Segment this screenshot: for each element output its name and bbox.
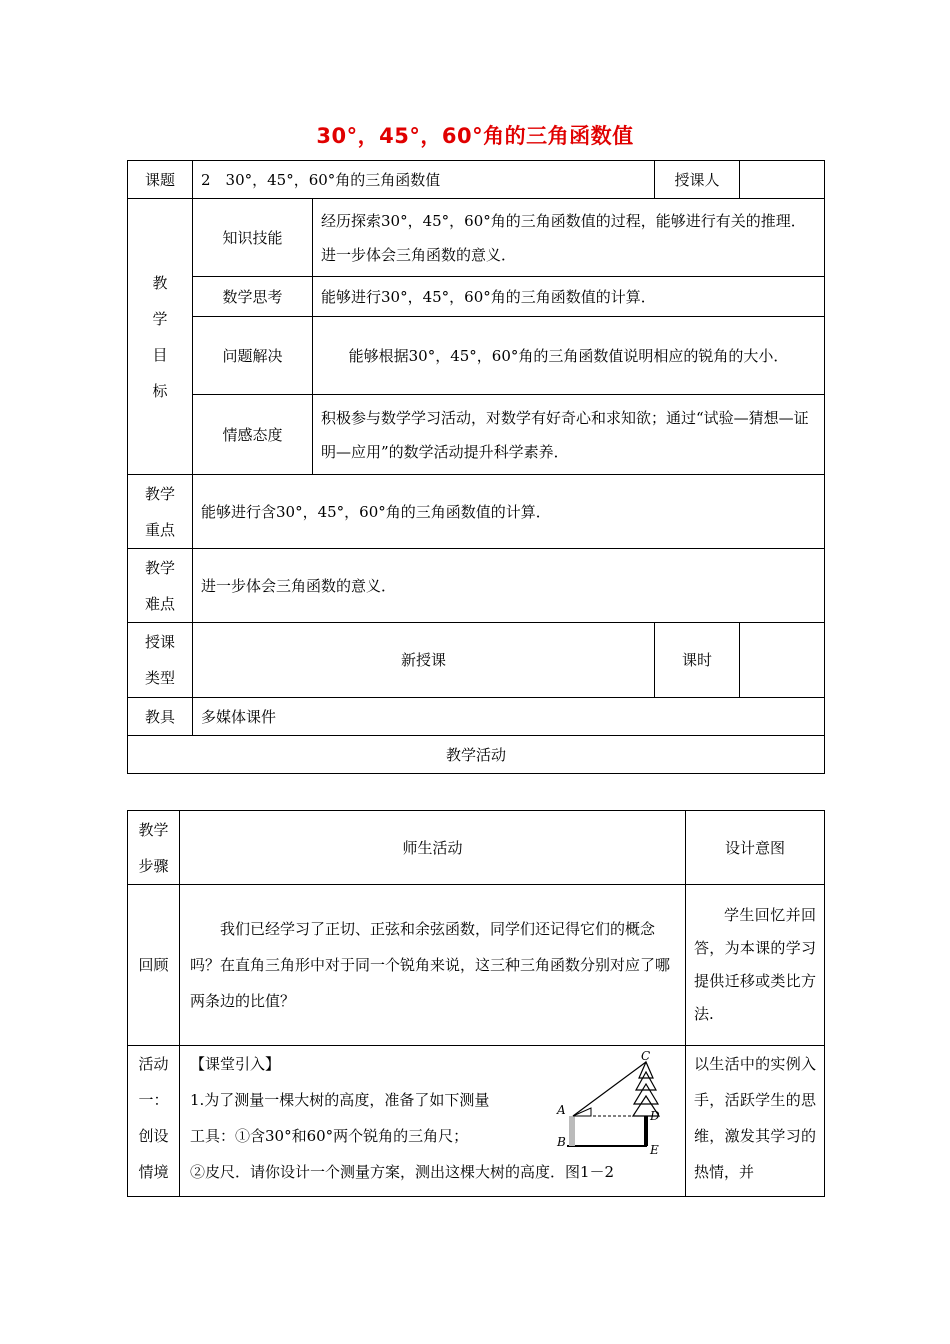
difficulty-text: 进一步体会三角函数的意义． — [193, 549, 825, 623]
key-label: 教学 重点 — [128, 475, 193, 549]
label-a: A — [557, 1103, 566, 1117]
goal-text-problem: 能够根据30°，45°，60°角的三角函数值说明相应的锐角的大小． — [313, 317, 825, 395]
teaching-steps-table — [127, 810, 825, 1197]
type-label: 授课 类型 — [128, 623, 193, 698]
review-intent: 学生回忆并回答，为本课的学习提供迁移或类比方法. — [686, 885, 825, 1046]
page-title: 30°，45°，60°角的三角函数值 — [316, 124, 634, 148]
goal-text-thinking: 能够进行30°，45°，60°角的三角函数值的计算． — [313, 277, 825, 317]
activity-header-cell: 师生活动 — [180, 811, 686, 885]
tools-value: 多媒体课件 — [193, 698, 825, 736]
activity1-content — [180, 1046, 686, 1197]
intent-header: 设计意图 — [686, 811, 825, 885]
activity1-label: 活动 一： 创设 情境 — [128, 1046, 180, 1197]
goal-label-problem: 问题解决 — [193, 317, 313, 395]
activity1-line-1: 1.为了测量一棵大树的高度，准备了如下测量 — [190, 1091, 490, 1109]
type-value: 新授课 — [193, 623, 655, 698]
lesson-info-table — [127, 160, 825, 774]
label-d: D — [650, 1109, 660, 1123]
label-e: E — [650, 1143, 659, 1157]
topic-value: 2 30°，45°，60°角的三角函数值 — [193, 161, 655, 199]
teacher-label: 授课人 — [655, 161, 740, 199]
goals-label: 教 学 目 标 — [128, 199, 193, 475]
difficulty-label: 教学 难点 — [128, 549, 193, 623]
goal-label-knowledge: 知识技能 — [193, 199, 313, 277]
teacher-value — [740, 161, 825, 199]
label-b: B — [557, 1135, 566, 1149]
goal-text-attitude: 积极参与数学学习活动，对数学有好奇心和求知欲；通过“试验—猜想—证明—应用”的数学活动提升科学素养． — [313, 395, 825, 475]
key-text: 能够进行含30°，45°，60°角的三角函数值的计算． — [193, 475, 825, 549]
activity1-line-3: ②皮尺．请你设计一个测量方案，测出这棵大树的高度．图1－2 — [190, 1163, 615, 1181]
review-label: 回顾 — [128, 885, 180, 1046]
tools-label: 教具 — [128, 698, 193, 736]
step-header: 教学 步骤 — [128, 811, 180, 885]
period-label: 课时 — [655, 623, 740, 698]
activity1-line-2: 工具：①含30°和60°两个锐角的三角尺； — [190, 1127, 469, 1145]
activity1-intent: 以生活中的实例入手，活跃学生的思维，激发其学习的热情，并 — [686, 1046, 825, 1197]
period-value — [740, 623, 825, 698]
tree-measurement-figure — [543, 1050, 673, 1162]
activity1-heading: 【课堂引入】 — [190, 1055, 281, 1073]
goal-text-knowledge: 经历探索30°，45°，60°角的三角函数值的过程，能够进行有关的推理．进一步体会三角函数的意义． — [313, 199, 825, 277]
review-text: 我们已经学习了正切、正弦和余弦函数，同学们还记得它们的概念吗？在直角三角形中对于同一个锐角来说，这三种三角函数分别对应了哪两条边的比值？ — [180, 885, 686, 1046]
goal-label-attitude: 情感态度 — [193, 395, 313, 475]
activity-header: 教学活动 — [128, 736, 825, 774]
goal-label-thinking: 数学思考 — [193, 277, 313, 317]
topic-label: 课题 — [128, 161, 193, 199]
label-c: C — [641, 1050, 651, 1063]
